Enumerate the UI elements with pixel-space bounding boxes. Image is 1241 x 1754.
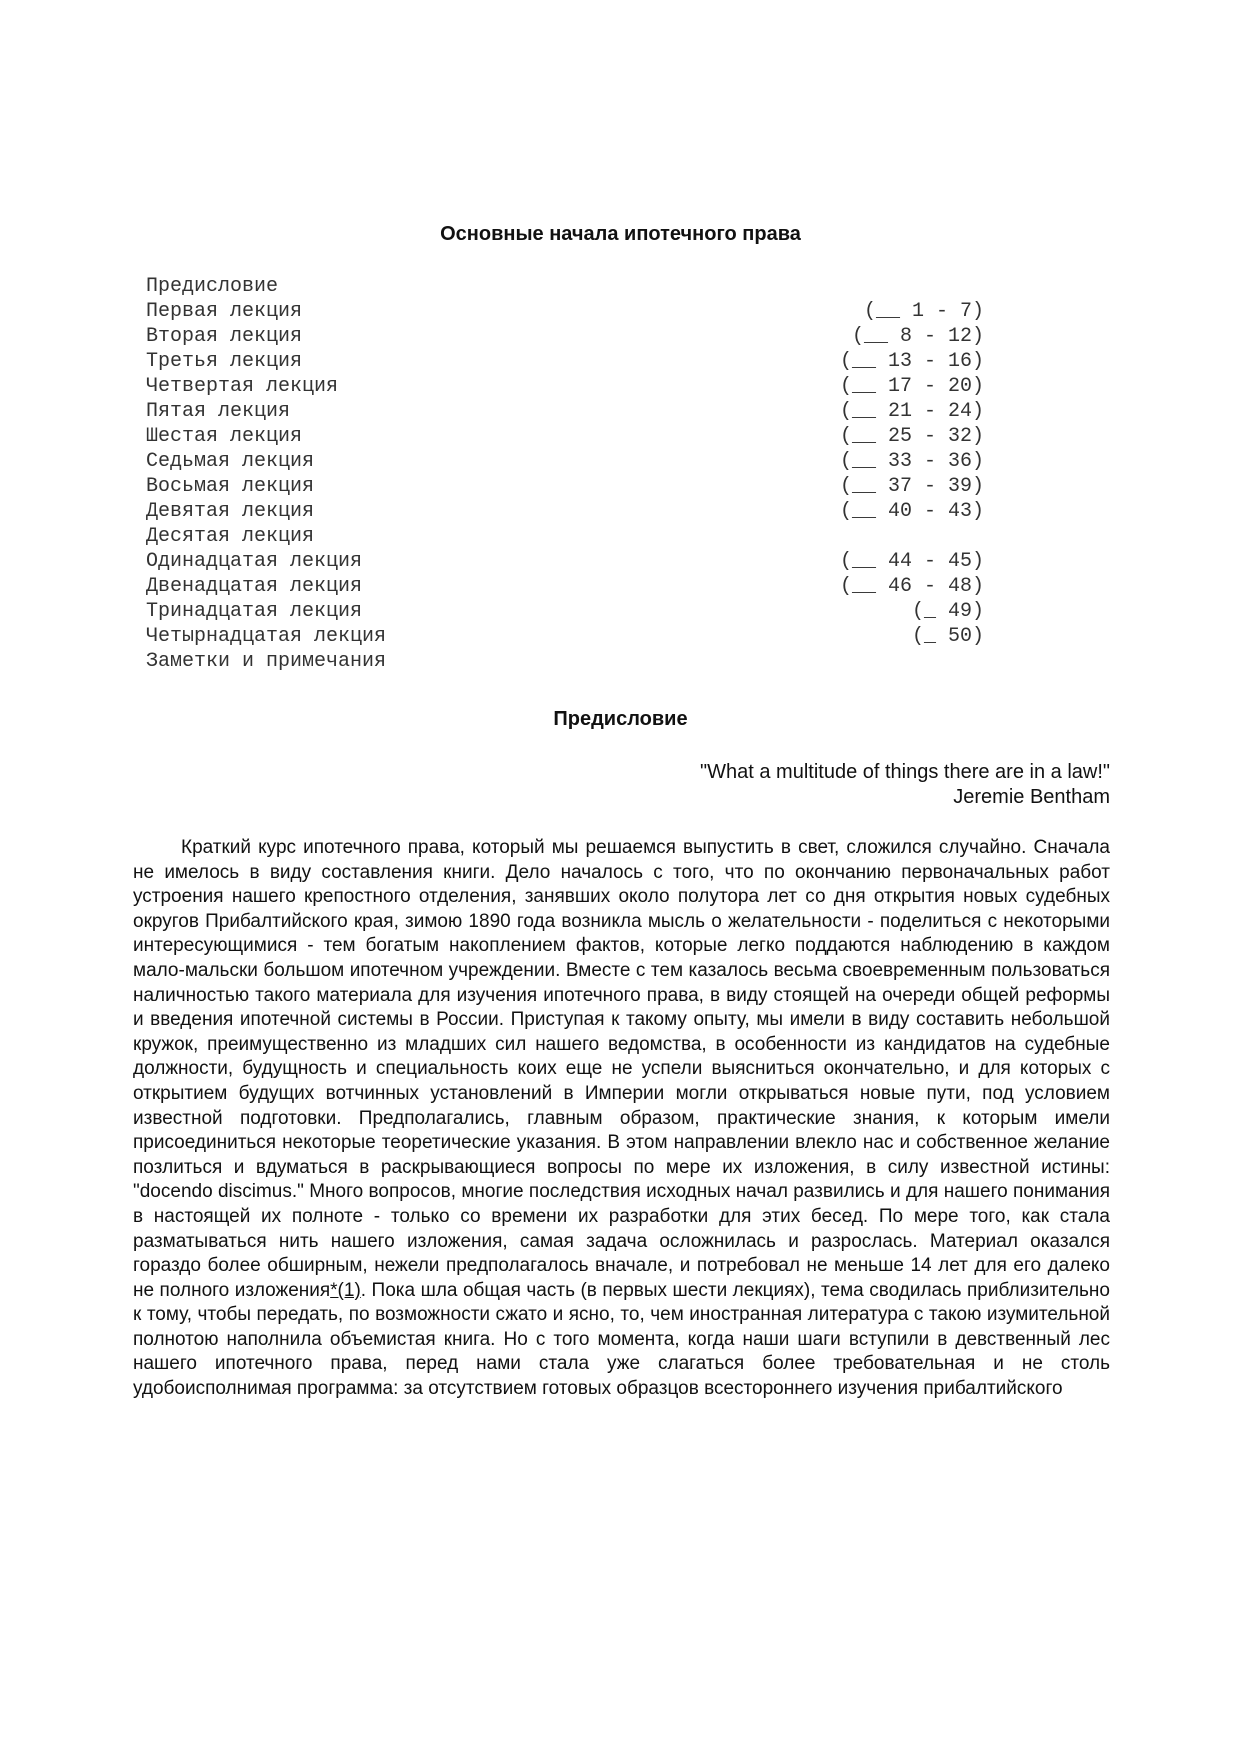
paragraph-text: Краткий курс ипотечного права, который мы решаемся выпустить в свет, сложился случайно. Сначала не имелось в виду составления книги. Дело началось с того, что по окончанию первоначальных работ устроения нашего крепостного отделения, занявших около полутора лет со дня открытия новых судебных округов Прибалтийского края, зимою 1890 года возникла мысль о желательности - поделиться с некоторыми интересующимися - тем богатым накоплением фактов, которые легко поддаются наблюдению в каждом мало-мальски большом ипотечном учреждении. Вместе с тем казалось весьма своевременным пользоваться наличностью такого материала для изучения ипотечного права, в виду стоящей на очереди общей реформы и введения ипотечной системы в России. Приступая к такому опыту, мы имели в виду составить небольшой кружок, преимущественно из младших сил нашего ведомства, в особенности из кандидатов на судебные должности, будущность и специальность коих еще не успели выясниться окончательно, и для которых с открытием будущих вотчинных установлений в Империи могли открываться новые пути, под условием известной подготовки. Предполагались, главным образом, практические знания, к которым имели присоединиться некоторые теоретические указания. В этом направлении влекло нас и собственное желание позлиться и вдуматься в раскрывающиеся вопросы по мере их изложения, в силу известной истины: "docendo discimus." Много вопросов, многие последствия исходных начал развились и для нашего понимания в настоящей их полноте - только со времени их разработки для этих бесед. По мере того, как стала разматываться нить нашего изложения, самая задача осложнилась и разрослась. Материал оказался гораздо более обширным, нежели предполагалось вначале, и потребовал не меньше 14 лет для его далеко не полного изложения xyxy=(133,837,1110,1301)
preface-paragraph xyxy=(133,836,1110,1402)
toc-entry-pages: (__ 17 - 20) xyxy=(839,375,984,398)
toc-entry[interactable] xyxy=(146,374,984,399)
toc-entry[interactable] xyxy=(146,524,984,549)
toc-entry[interactable] xyxy=(146,399,984,424)
toc-entry-label: Четвертая лекция xyxy=(146,375,339,398)
toc-entry[interactable] xyxy=(146,324,984,349)
toc-entry-label: Вторая лекция xyxy=(146,325,303,348)
footnote-link[interactable]: *(1) xyxy=(330,1279,361,1301)
toc-entry-label: Тринадцатая лекция xyxy=(146,600,363,623)
table-of-contents xyxy=(146,274,984,674)
toc-entry-pages: (__ 44 - 45) xyxy=(839,550,984,573)
toc-entry[interactable] xyxy=(146,574,984,599)
toc-entry-label: Предисловие xyxy=(146,275,279,298)
toc-entry[interactable] xyxy=(146,274,984,299)
toc-entry-label: Пятая лекция xyxy=(146,400,291,423)
document-title: Основные начала ипотечного права xyxy=(440,223,801,245)
toc-entry[interactable] xyxy=(146,499,984,524)
toc-entry[interactable] xyxy=(146,649,984,674)
toc-entry-label: Четырнадцатая лекция xyxy=(146,625,387,648)
toc-entry-pages: (__ 33 - 36) xyxy=(839,450,984,473)
toc-entry-pages: (_ 49) xyxy=(911,600,984,623)
toc-entry-pages: (__ 21 - 24) xyxy=(839,400,984,423)
toc-entry[interactable] xyxy=(146,549,984,574)
toc-entry-label: Первая лекция xyxy=(146,300,303,323)
epigraph-quote: "What a multitude of things there are in a law!" xyxy=(700,761,1110,783)
toc-entry-pages: (__ 40 - 43) xyxy=(839,500,984,523)
toc-entry-label: Одинадцатая лекция xyxy=(146,550,363,573)
toc-entry-pages: (__ 37 - 39) xyxy=(839,475,984,498)
toc-entry[interactable] xyxy=(146,474,984,499)
toc-entry[interactable] xyxy=(146,449,984,474)
toc-entry-label: Седьмая лекция xyxy=(146,450,315,473)
toc-entry-label: Восьмая лекция xyxy=(146,475,315,498)
toc-entry[interactable] xyxy=(146,424,984,449)
toc-entry[interactable] xyxy=(146,599,984,624)
toc-entry[interactable] xyxy=(146,624,984,649)
toc-entry-label: Десятая лекция xyxy=(146,525,315,548)
toc-entry-label: Девятая лекция xyxy=(146,500,315,523)
toc-entry[interactable] xyxy=(146,349,984,374)
toc-entry-label: Заметки и примечания xyxy=(146,650,387,673)
toc-entry-pages: (__ 46 - 48) xyxy=(839,575,984,598)
toc-entry-pages: (_ 50) xyxy=(911,625,984,648)
toc-entry-label: Шестая лекция xyxy=(146,425,303,448)
toc-entry[interactable] xyxy=(146,299,984,324)
preface-title: Предисловие xyxy=(553,708,688,730)
paragraph-text: . Пока шла общая часть (в первых шести лекциях), тема сводилась приблизительно к тому, чтобы передать, по возможности сжато и ясно, то, чем иностранная литература с такою изумительной полнотою наполнила объемистая книга. Но с того момента, когда наши шаги вступили в девственный лес нашего ипотечного права, перед нами стала уже слагаться более требовательная и не столь удобоисполнимая программа: за отсутствием готовых образцов всестороннего изучения прибалтийского xyxy=(133,1279,1110,1400)
toc-entry-pages: (__ 1 - 7) xyxy=(863,300,984,323)
epigraph-author: Jeremie Bentham xyxy=(953,786,1110,808)
toc-entry-label: Третья лекция xyxy=(146,350,303,373)
toc-entry-pages: (__ 25 - 32) xyxy=(839,425,984,448)
toc-entry-label: Двенадцатая лекция xyxy=(146,575,363,598)
toc-entry-pages: (__ 8 - 12) xyxy=(851,325,984,348)
toc-entry-pages: (__ 13 - 16) xyxy=(839,350,984,373)
epigraph xyxy=(700,760,1110,810)
